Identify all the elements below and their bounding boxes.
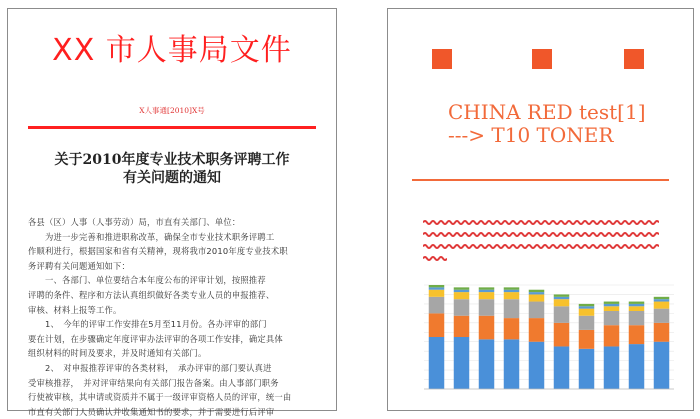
- bar-segment: [529, 342, 545, 389]
- bar-segment: [479, 292, 495, 299]
- bar-segment: [579, 316, 595, 330]
- red-wave-pattern-1: [423, 219, 659, 226]
- bar-segment: [579, 330, 595, 349]
- bar-segment: [629, 311, 645, 325]
- red-wave-pattern-4: [423, 255, 447, 262]
- bar-segment: [479, 339, 495, 389]
- notice-body-line: 要在计划，在步骤确定年度评审办法评审的各项工作安排，确定具体: [28, 333, 283, 344]
- bar-segment: [454, 316, 470, 337]
- notice-body-line: 审核、材料上报等工作。: [28, 304, 122, 315]
- document-header-title: XX 市人事局文件: [52, 33, 292, 68]
- test-title: [448, 101, 646, 147]
- orange-square-middle: [532, 49, 552, 69]
- bar-segment: [654, 309, 670, 323]
- bar-segment: [554, 306, 570, 323]
- notice-body-line: 2、 对申报推荐评审的各类材料， 承办评审的部门要认真进: [28, 362, 272, 373]
- bar-segment: [654, 323, 670, 342]
- bar-segment: [454, 287, 470, 289]
- bar-segment: [429, 337, 445, 389]
- bar-segment: [504, 318, 520, 339]
- bar-segment: [554, 346, 570, 389]
- bar-segment: [504, 290, 520, 292]
- bar-segment: [454, 292, 470, 299]
- bar-segment: [454, 290, 470, 292]
- bar-segment: [654, 299, 670, 301]
- notice-title: [8, 151, 336, 187]
- red-header-rule: [28, 126, 316, 129]
- bar-segment: [579, 349, 595, 389]
- notice-title-line-1: 关于2010年度专业技术职务评聘工作: [54, 152, 290, 168]
- notice-title-line-2: 有关问题的通知: [123, 170, 221, 186]
- bar-segment: [604, 304, 620, 306]
- bar-segment: [479, 287, 495, 289]
- test-title-line-2: ---> T10 TONER: [448, 123, 614, 147]
- bar-segment: [429, 285, 445, 287]
- notice-body-line: 组织材料的时间及要求，并及时通知有关部门。: [28, 348, 207, 359]
- bar-segment: [604, 325, 620, 346]
- notice-body-line: 务评聘有关问题通知如下：: [28, 260, 130, 271]
- test-title-line-1: CHINA RED test[1]: [448, 100, 646, 124]
- bar-segment: [579, 304, 595, 306]
- bar-segment: [479, 290, 495, 292]
- notice-body-line: 为进一步完善和推进职称改革，确保全市专业技术职务评聘工: [28, 231, 275, 242]
- bar-segment: [529, 292, 545, 294]
- bar-segment: [479, 299, 495, 316]
- notice-body-line: 1、 今年的评审工作安排在5月至11月份。各办评审的部门: [28, 319, 267, 330]
- bar-segment: [629, 344, 645, 389]
- left-document-page: [7, 8, 337, 417]
- stacked-bar-chart: [408, 279, 680, 405]
- bar-segment: [454, 337, 470, 389]
- notice-body-line: 行使被审核，其申请或资质并不属于一级评审资格人员的评审，统一由: [28, 392, 292, 403]
- bar-segment: [479, 316, 495, 340]
- bar-segment: [529, 294, 545, 301]
- bar-segment: [604, 302, 620, 304]
- bar-segment: [629, 302, 645, 304]
- red-wave-pattern-2: [423, 231, 659, 238]
- bar-segment: [629, 304, 645, 306]
- bar-segment: [429, 297, 445, 314]
- bar-segment: [554, 323, 570, 347]
- bar-segment: [654, 297, 670, 299]
- bar-segment: [654, 302, 670, 309]
- right-document-page: [387, 8, 694, 411]
- notice-body-line: 一、各部门、单位要结合本年度公布的评审计划，按照推荐: [28, 275, 266, 286]
- bar-segment: [654, 342, 670, 389]
- bar-segment: [554, 294, 570, 296]
- notice-body-line: 评聘的条件、程序和方法认真组织做好各类专业人员的申报推荐、: [28, 289, 275, 300]
- notice-body-line: 市直有关部门人员确认并收集通知书的要求，并于需要进行后评审: [28, 406, 275, 417]
- bar-segment: [554, 297, 570, 299]
- orange-square-right: [624, 49, 644, 69]
- bar-segment: [504, 287, 520, 289]
- bar-segment: [529, 318, 545, 342]
- document-number: X人事通[2010]X号: [139, 106, 205, 115]
- bar-segment: [504, 299, 520, 318]
- bar-segment: [604, 346, 620, 389]
- bar-segment: [604, 306, 620, 311]
- bar-segment: [579, 306, 595, 308]
- bar-segment: [529, 290, 545, 292]
- bar-segment: [504, 339, 520, 389]
- red-wave-pattern-3: [423, 243, 659, 250]
- bar-segment: [604, 311, 620, 325]
- bar-segment: [454, 299, 470, 316]
- orange-divider-rule: [412, 179, 669, 181]
- bar-segment: [629, 306, 645, 311]
- notice-body-line: 作顺利进行，根据国家和省有关精神，现将我市2010年度专业技术职: [28, 246, 288, 257]
- bar-segment: [429, 290, 445, 297]
- bar-segment: [429, 313, 445, 337]
- bar-segment: [504, 292, 520, 299]
- notice-body-line: 各县（区）人事（人事劳动）局，市直有关部门、单位：: [28, 217, 241, 227]
- bar-segment: [629, 325, 645, 344]
- notice-body: [28, 215, 314, 419]
- orange-square-left: [432, 49, 452, 69]
- bar-segment: [529, 302, 545, 319]
- bar-segment: [554, 299, 570, 306]
- bar-segment: [579, 309, 595, 316]
- notice-body-line: 受审核推荐， 并对评审结果向有关部门报告备案。由人事部门职务: [28, 377, 279, 388]
- bar-segment: [429, 287, 445, 289]
